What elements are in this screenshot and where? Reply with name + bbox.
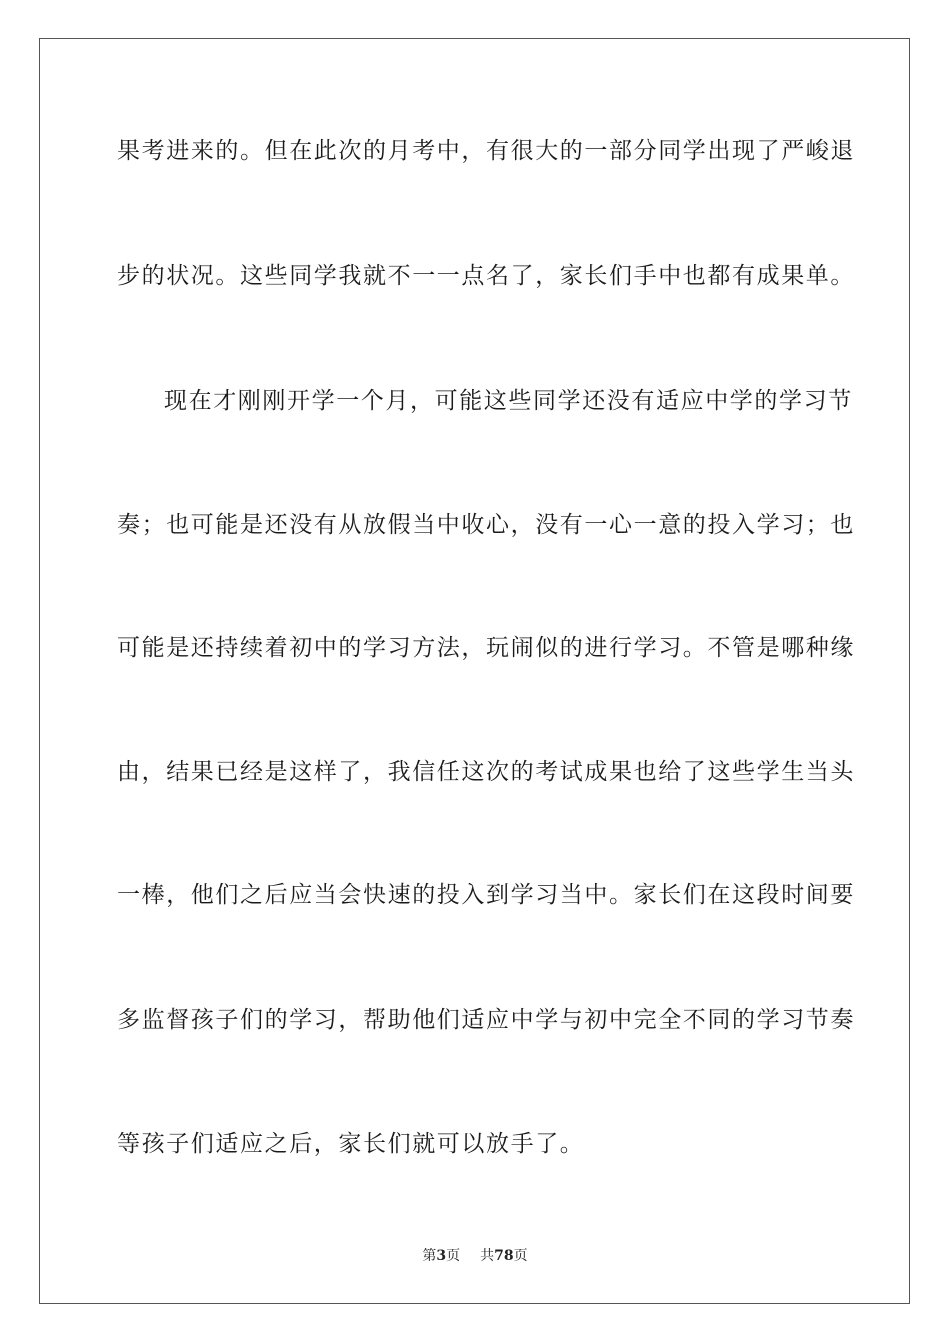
page-prefix: 第 (422, 1248, 437, 1264)
total-prefix: 共 (480, 1248, 495, 1264)
text-line-6: 由，结果已经是这样了，我信任这次的考试成果也给了这些学生当头 (117, 759, 855, 785)
total-pages: 78 (494, 1248, 514, 1264)
text-line-2: 步的状况。这些同学我就不一一点名了，家长们手中也都有成果单。 (117, 263, 855, 289)
text-line-3-paragraph-start: 现在才刚刚开学一个月，可能这些同学还没有适应中学的学习节 (164, 388, 853, 414)
total-suffix: 页 (513, 1248, 528, 1264)
text-line-1: 果考进来的。但在此次的月考中，有很大的一部分同学出现了严峻退 (117, 138, 855, 164)
text-line-4: 奏；也可能是还没有从放假当中收心，没有一心一意的投入学习；也 (117, 512, 855, 538)
text-line-8: 多监督孩子们的学习，帮助他们适应中学与初中完全不同的学习节奏 (117, 1007, 855, 1033)
page-suffix: 页 (446, 1248, 461, 1264)
text-line-7: 一棒，他们之后应当会快速的投入到学习当中。家长们在这段时间要 (117, 882, 855, 908)
page-border (39, 38, 910, 1304)
page-footer (0, 1247, 950, 1265)
text-line-5: 可能是还持续着初中的学习方法，玩闹似的进行学习。不管是哪种缘 (117, 635, 855, 661)
page-current: 3 (436, 1248, 447, 1264)
text-line-9: 等孩子们适应之后，家长们就可以放手了。 (117, 1131, 585, 1157)
